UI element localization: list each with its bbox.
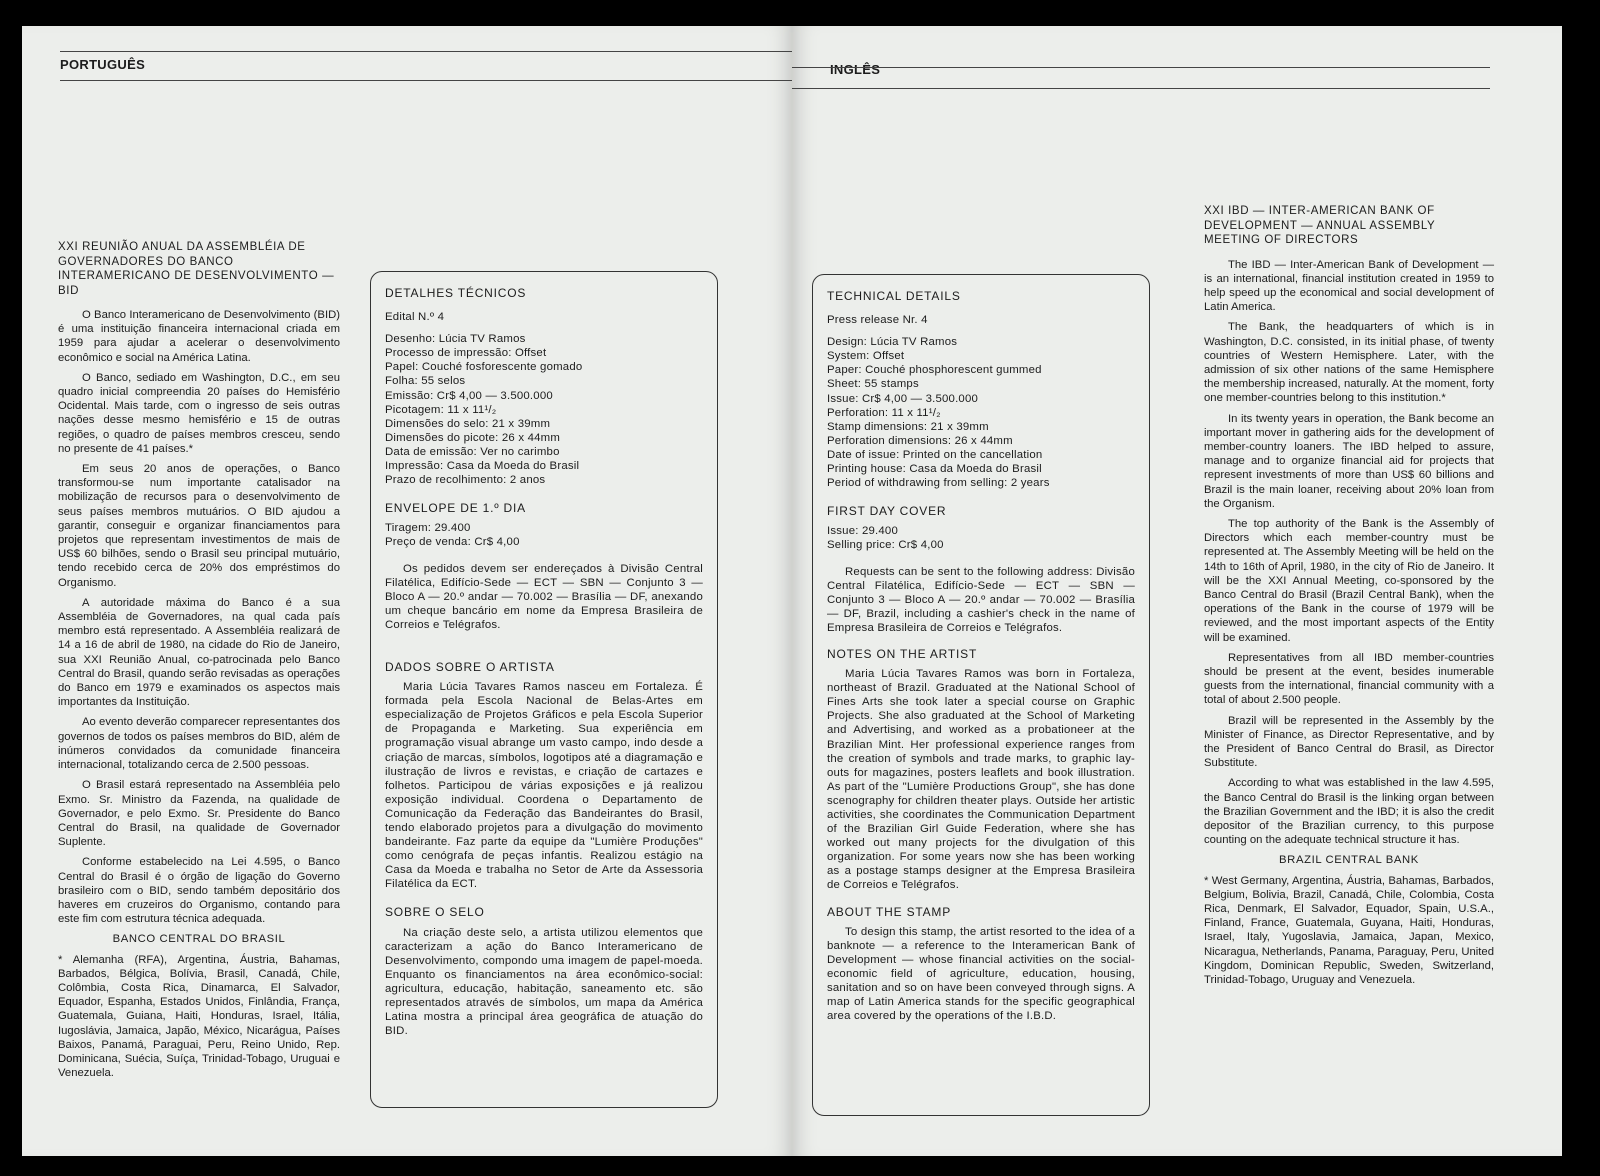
spec-line: Date of issue: Printed on the cancellation [827, 448, 1043, 461]
paragraph: Brazil will be represented in the Assembly by the Minister of Finance, as Director Representative, and by the President of Banco Central do Brasil, as Director Substitute. [1204, 714, 1494, 770]
spec-line: Dimensões do picote: 26 x 44mm [385, 431, 561, 444]
paragraph: In its twenty years in operation, the Bank become an important mover in gathering aids for the development of member-country loaners. The IBD helped to assure, manage and to organize financial aid for projects that represent investments of more than US$ 60 billions and Brazil is the main loaner, receiving about 20% loan from the Organism. [1204, 412, 1494, 510]
spec-line: Folha: 55 selos [385, 375, 466, 388]
stamp-title: ABOUT THE STAMP [827, 904, 952, 919]
spec-line: Stamp dimensions: 21 x 39mm [827, 420, 989, 433]
article-column [1204, 204, 1494, 993]
edital: Press release Nr. 4 [827, 314, 928, 327]
envelope-line: Tiragem: 29.400 [385, 522, 471, 535]
envelope-line: Issue: 29.400 [827, 525, 898, 538]
spec-line: Processo de impressão: Offset [385, 347, 547, 360]
requests-text: Requests can be sent to the following address: Divisão Central Filatélica, Edifício-Sede — ECT — SBN — Conjunto 3 — Bloco A — 20.º andar — 70.002 — Brasília — DF, Brazil, including a cashier's check in the name of Empresa Brasileira de Correios e Telégrafos. [827, 565, 1135, 634]
paragraph: Representatives from all IBD member-countries should be present at the event, besides inumerable guests from the international, financial community with a total of about 2.500 people. [1204, 651, 1494, 707]
paragraph: Em seus 20 anos de operações, o Banco transformou-se num importante catalisador na mobilização de recursos para o desenvolvimento de seus países membros mutuários. O BID ajudou a garantir, conseguir e organizar financiamentos para projetos que representam investimentos de mais de US$ 60 bilhões, sendo o Brasil seu principal mutuário, tendo recebido cerca de 20% dos empréstimos do Organismo. [58, 463, 340, 589]
paragraph: The top authority of the Bank is the Assembly of Directors which each member-country must be represented at. The Assembly Meeting will be held on the 14th to 16th of April, 1980, in the city of Rio de Janeiro. It will be the XXI Annual Meeting, co-sponsored by the Banco Central do Brasil (Brazil Central Bank), when the operations of the Bank in the course of 1979 will be reviewed, and the most important aspects of the Entity will be examined. [1204, 517, 1494, 644]
artist-title: NOTES ON THE ARTIST [827, 646, 978, 661]
paragraph: A autoridade máxima do Banco é a sua Assembléia de Governadores, na qual cada país membro está representado. A Assembléia realizará de 14 a 16 de abril de 1980, na cidade do Rio de Janeiro, sua XXI Reunião Anual, co-patrocinada pelo Banco Central do Brasil, quando serão revisadas as operações do Banco em 1979 e examinados os aspectos mais importantes da Instituição. [58, 596, 340, 709]
spec-line: Prazo de recolhimento: 2 anos [385, 474, 546, 487]
stamp-text: Na criação deste selo, a artista utilizou elementos que caracterizam a ação do Banco Interamericano de Desenvolvimento, compondo uma imagem de papel-moeda. Enquanto os financiamentos na área econômico-social: agricultura, educação, habitação, saneamento etc. são representados através de símbolos, um mapa da América Latina mostra a principal área geográfica de atuação do BID. [385, 926, 703, 1038]
technical-details-box [370, 271, 718, 1108]
artist-text: Maria Lúcia Tavares Ramos nasceu em Fortaleza. É formada pela Escola Nacional de Belas-Artes em especialização de Projetos Gráficos e pela Escola Superior de Propaganda e Marketing. Sua experiência em programação visual abrange um vasto campo, indo desde a criação de marcas, símbolos, logotipos até a diagramação e ilustração de livros e revistas, e criação de cartazes e folhetos. Participou de várias exposições e já realizou exposição individual. Coordena o Departamento de Comunicação da Federação das Bandeirantes do Brasil, tendo elaborado projetos para a divulgação do movimento bandeirante. Faz parte da equipe da "Lumière Produções" como cenógrafa de peças infantis. Realizou estágio na Casa da Moeda e trabalha no Setor de Arte da Assessoria Filatélica da ECT. [385, 681, 703, 891]
stamp-title: SOBRE O SELO [385, 905, 485, 920]
artist-text: Maria Lúcia Tavares Ramos was born in Fortaleza, northeast of Brazil. Graduated at the National School of Fines Arts she took later a special course on Graphic Projects. She also graduated at the School of Marketing and Advertising, and worked as a probationeer at the Brazilian Mint. Her professional experience ranges from the creation of symbols and trade marks, to graphic lay-outs for magazines, posters leaflets and book illustration. As part of the "Lumière Productions Group", she has done scenography for children theater plays. Outside her artistic activities, she coordinates the Communication Department of the Brazilian Girl Guide Federation, where she has worked out many projects for the divulgation of this organization. For some years now she has been working as a postage stamps designer at the Empresa Brasileira de Correios e Telégrafos. [827, 668, 1135, 892]
paragraph: The Bank, the headquarters of which is in Washington, D.C. consisted, in its initial phase, of twenty countries of Western Hemisphere. Later, with the admission of six other nations of the same Hemisphere the membership increased, naturally. At the moment, forty one member-countries belong to this institution.* [1204, 321, 1494, 405]
header-rule [60, 80, 792, 81]
envelope-title: ENVELOPE DE 1.º DIA [385, 501, 526, 516]
right-page [792, 26, 1562, 1156]
paragraph: Conforme estabelecido na Lei 4.595, o Banco Central do Brasil é o órgão de ligação do Governo brasileiro com o BID, sendo também depositário dos haveres em cruzeiros do Organismo, contando para este fim com estrutura técnica adequada. [58, 856, 340, 926]
top-rule [60, 51, 792, 52]
language-header: PORTUGUÊS [60, 57, 146, 72]
signature: BRAZIL CENTRAL BANK [1279, 854, 1419, 867]
spec-line: Impressão: Casa da Moeda do Brasil [385, 460, 580, 473]
article-column [58, 240, 340, 1086]
left-page [22, 26, 792, 1156]
spec-line: Dimensões do selo: 21 x 39mm [385, 417, 551, 430]
paragraph: The IBD — Inter-American Bank of Development — is an international, financial institution created in 1959 to help speed up the economical and social development of Latin America. [1204, 258, 1494, 314]
spec-line: Printing house: Casa da Moeda do Brasil [827, 463, 1042, 476]
article-title: XXI IBD — INTER-AMERICAN BANK OF DEVELOPMENT — ANNUAL ASSEMBLY MEETING OF DIRECTORS [1204, 205, 1436, 246]
paragraph: O Banco Interamericano de Desenvolvimento (BID) é uma instituição financeira internacional criada em 1959 para ajudar a acelerar o desenvolvimento econômico e social na América Latina. [58, 309, 340, 364]
requests-text: Os pedidos devem ser endereçados à Divisão Central Filatélica, Edifício-Sede — ECT — SBN — Conjunto 3 — Bloco A — 20.º andar — 70.002 — Brasília — DF, anexando um cheque bancário em nome da Empresa Brasileira de Correios e Telégrafos. [385, 562, 703, 631]
spec-line: Period of withdrawing from selling: 2 years [827, 477, 1050, 490]
artist-title: DADOS SOBRE O ARTISTA [385, 659, 555, 674]
spec-line: Issue: Cr$ 4,00 — 3.500.000 [827, 392, 979, 405]
paragraph: O Brasil estará representado na Assembléia pelo Exmo. Sr. Ministro da Fazenda, na qualidade de Governador, e pelo Exmo. Sr. Presidente do Banco Central do Brasil, na qualidade de Governador Suplente. [58, 779, 340, 849]
language-header: INGLÊS [830, 62, 881, 77]
footnote: * West Germany, Argentina, Áustria, Bahamas, Barbados, Belgium, Bolivia, Brazil, Canadá, Chile, Colombia, Costa Rica, Denmark, El Salvador, Equador, Spain, U.S.A., Finland, France, Guatemala, Guyana, Haiti, Honduras, Israel, Italy, Yugoslavia, Jamaica, Japan, Mexico, Nicaragua, Netherlands, Panama, Paraguay, Peru, United Kingdom, Dominican Republic, Sweden, Switzerland, Trinidad-Tobago, Uruguay and Venezuela. [1204, 874, 1494, 987]
box-title: TECHNICAL DETAILS [827, 289, 961, 303]
spec-line: Perforation dimensions: 26 x 44mm [827, 434, 1013, 447]
paragraph: O Banco, sediado em Washington, D.C., em seu quadro inicial compreendia 20 países do Hemisfério Ocidental. Mais tarde, com o ingresso de seis outras nações desse mesmo hemisfério e 15 de outras regiões, o quadro de países membros cresceu, sendo no presente de 41 países.* [58, 371, 340, 455]
paragraph: According to what was established in the law 4.595, the Banco Central do Brasil is the linking organ between the Brazilian Government and the IBD; it is also the credit depositor of the Brazilian currency, to this purpose counting on the adequate technical structure it has. [1204, 777, 1494, 847]
spec-line: Data de emissão: Ver no carimbo [385, 445, 560, 458]
stamp-text: To design this stamp, the artist resorted to the idea of a banknote — a reference to the Interamerican Bank of Development — whose financial activities on the social-economic field of agriculture, education, housing, sanitation and so on have been conveyed through signs. A map of Latin America stands for the specific geographical area covered by the operations of the I.B.D. [827, 925, 1135, 1023]
spec-line: Paper: Couché phosphorescent gummed [827, 364, 1042, 377]
envelope-line: Selling price: Cr$ 4,00 [827, 539, 944, 552]
spec-line: Design: Lúcia TV Ramos [827, 336, 958, 349]
footnote: * Alemanha (RFA), Argentina, Áustria, Bahamas, Barbados, Bélgica, Bolívia, Brasil, Canadá, Chile, Colômbia, Costa Rica, Dinamarca, El Salvador, Equador, Espanha, Estados Unidos, Finlândia, França, Guatemala, Guiana, Haiti, Honduras, Israel, Itália, Iugoslávia, Jamaica, Japão, México, Nicarágua, Países Baixos, Panamá, Paraguai, Peru, Reino Unido, Rep. Dominicana, Suécia, Suíça, Trinidad-Tobago, Uruguai e Venezuela. [58, 953, 340, 1080]
article-title: XXI REUNIÃO ANUAL DA ASSEMBLÉIA DE GOVERNADORES DO BANCO INTERAMERICANO DE DESENVOLVIMENTO — BID [58, 241, 335, 297]
spec-line: Perforation: 11 x 11¹/₂ [827, 406, 941, 419]
header-rule [792, 88, 1490, 89]
edital: Edital N.º 4 [385, 311, 445, 324]
box-title: DETALHES TÉCNICOS [385, 286, 527, 300]
top-rule [792, 67, 1490, 68]
technical-details-box [812, 274, 1150, 1116]
signature: BANCO CENTRAL DO BRASIL [112, 933, 286, 946]
envelope-line: Preço de venda: Cr$ 4,00 [385, 536, 520, 549]
paragraph: Ao evento deverão comparecer representantes dos governos de todos os países membros do BID, além de inúmeros convidados da comunidade financeira internacional, totalizando cerca de 2.500 pessoas. [58, 716, 340, 772]
spec-line: Papel: Couché fosforescente gomado [385, 361, 583, 374]
spec-line: Emissão: Cr$ 4,00 — 3.500.000 [385, 389, 553, 402]
envelope-title: FIRST DAY COVER [827, 504, 947, 519]
spec-line: Picotagem: 11 x 11¹/₂ [385, 403, 497, 416]
spec-line: System: Offset [827, 350, 905, 363]
spec-line: Desenho: Lúcia TV Ramos [385, 333, 526, 346]
spec-line: Sheet: 55 stamps [827, 378, 919, 391]
